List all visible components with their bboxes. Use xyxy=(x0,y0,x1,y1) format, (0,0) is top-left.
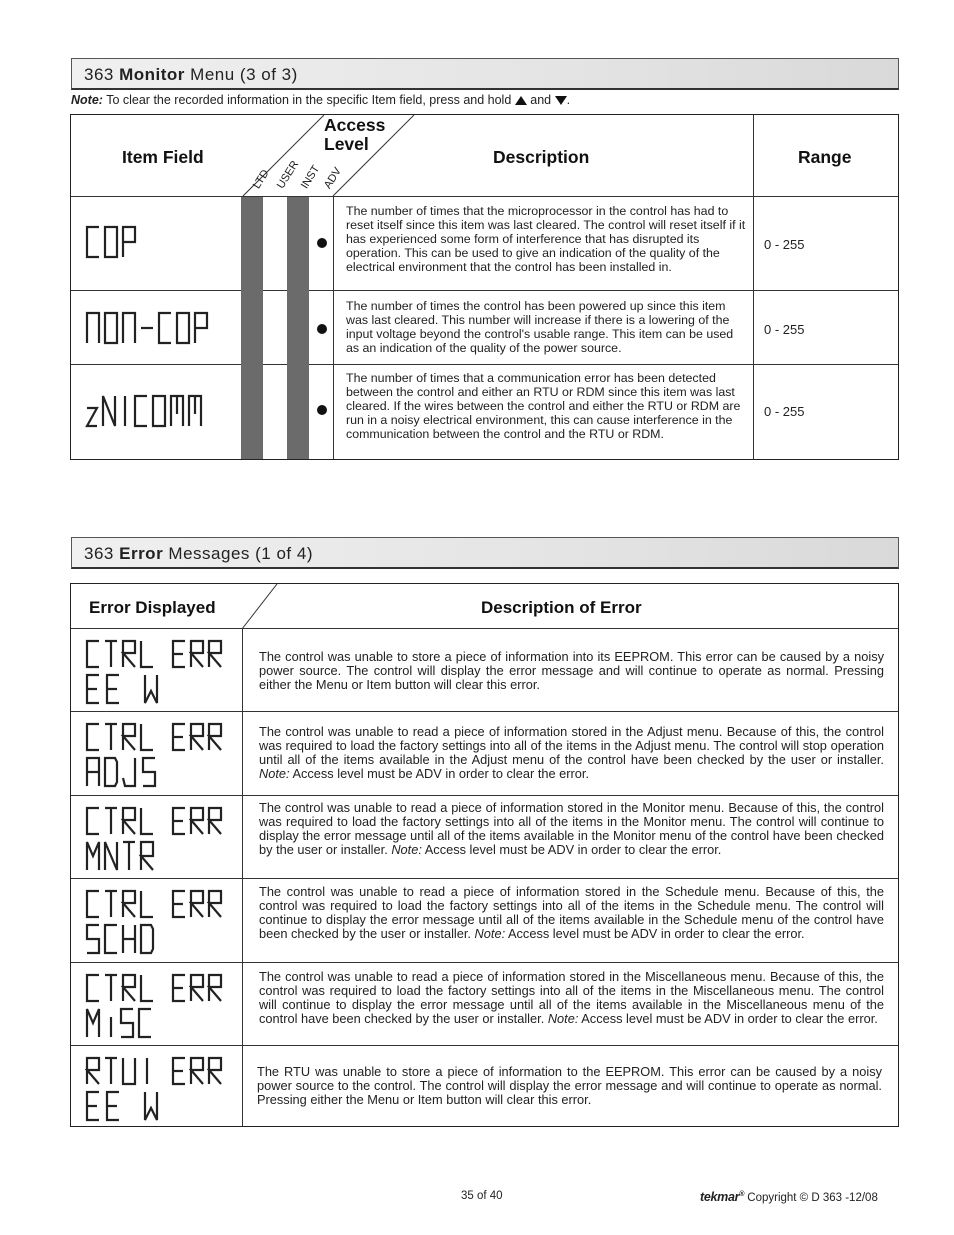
monitor-table xyxy=(70,114,899,460)
lcd-display-zn1-comm xyxy=(85,394,245,430)
header-diagonal xyxy=(241,584,281,630)
note-line xyxy=(71,93,570,107)
error-description xyxy=(259,725,884,781)
lcd-display-non-cop xyxy=(85,311,235,347)
row-range: 0 - 255 xyxy=(764,237,805,252)
error-text: The RTU was unable to store a piece of information to the EEPROM. This error can be caused by a noisy power source to the control. The control will display the error message and will continue to operate as normal. Pressing either the Menu or Item button will clear this error. xyxy=(257,1064,882,1107)
lcd-rtu1-err-ee-w xyxy=(85,1056,235,1124)
header-access: Access xyxy=(324,115,386,135)
error-description xyxy=(259,801,884,857)
header-error-displayed: Error Displayed xyxy=(89,598,216,617)
monitor-section-header xyxy=(71,58,899,90)
page-number: 35 of 40 xyxy=(461,1190,503,1202)
lcd-ctrl-err-schd xyxy=(85,889,235,957)
note-label: Note: xyxy=(71,93,103,107)
error-text: The control was unable to read a piece of information stored in the Miscellaneous menu. Because of this, the control was required to load the factory settings into all of the items in the Miscellaneous menu. The control will continue to display the error message until all of the items available in the Miscellaneous menu of the control have been checked by the user or installer. xyxy=(259,969,884,1026)
level-user: USER xyxy=(274,158,302,191)
error-note-label: Note: xyxy=(259,766,290,781)
error-text: The control was unable to store a piece of information into its EEPROM. This error can be caused by a noisy power source. The control will display the error message and will continue to operate as normal. Pressing either the Menu or Item button will clear this error. xyxy=(259,649,884,692)
down-arrow-icon xyxy=(555,96,567,105)
error-note-label: Note: xyxy=(547,1011,579,1026)
lcd-display-cop xyxy=(85,225,235,261)
inst-access-bar xyxy=(287,197,309,459)
level-adv: ADV xyxy=(321,165,344,191)
footer-copyright xyxy=(700,1190,878,1204)
header-description-of-error: Description of Error xyxy=(481,598,642,617)
error-text: The control was unable to read a piece of information stored in the Schedule menu. Because of this, the control was required to load the factory settings into all of the items in the Schedule menu. The control will continue to display the error message until all of the items available in the Schedule menu of the control have been checked by the user or installer. xyxy=(259,884,884,941)
header-description: Description xyxy=(493,147,590,167)
section-number: 363 xyxy=(84,65,114,84)
lcd-ctrl-err-ee-w xyxy=(85,639,235,707)
row-range: 0 - 255 xyxy=(764,322,805,337)
section-title-bold: Error xyxy=(119,544,164,563)
error-text: The control was unable to read a piece of information stored in the Monitor menu. Because of this, the control was required to load the factory settings into all of the items in the Monitor menu. The control will continue to display the error message until all of the items available in the Monitor menu of the control have been checked by the user or installer. xyxy=(259,800,884,857)
adv-dot xyxy=(317,405,327,415)
section-title: Menu (3 of 3) xyxy=(190,65,298,84)
error-table xyxy=(70,583,899,1127)
adv-dot xyxy=(317,324,327,334)
note-text: To clear the recorded information in the specific Item field, press and hold xyxy=(106,93,512,107)
lcd-ctrl-err-misc xyxy=(85,973,235,1041)
error-section-header xyxy=(71,537,899,569)
adv-dot xyxy=(317,238,327,248)
header-level: Level xyxy=(324,134,369,154)
error-note-label: Note: xyxy=(391,842,422,857)
error-note-text: Access level must be ADV in order to clear the error. xyxy=(289,766,590,781)
row-description: The number of times the control has been powered up since this item was last cleared. This number will increase if there is a lowering of the input voltage beyond the control's usable range. This item can be used as an indication of the quality of the power source. xyxy=(346,299,734,355)
brand-name: tekmar xyxy=(700,1190,740,1204)
tekmar-logo: tekmar® xyxy=(700,1190,745,1204)
header-range: Range xyxy=(798,147,852,167)
section-number: 363 xyxy=(84,544,114,563)
error-note-label: Note: xyxy=(474,926,506,941)
lcd-ctrl-err-mntr xyxy=(85,806,235,874)
level-inst: INST xyxy=(298,163,323,191)
row-description: The number of times that the microprocessor in the control has had to reset itself since this item was last cleared. The control will reset itself if it has experienced some form of interference that has disrupted its operation. This can be used to give an indication of the quality of the electrical environment that the control has been installed in. xyxy=(346,204,746,274)
section-title: Messages (1 of 4) xyxy=(168,544,313,563)
error-note-text: Access level must be ADV in order to clear the error. xyxy=(505,926,805,941)
level-ltd: LTD xyxy=(250,167,272,191)
up-arrow-icon xyxy=(515,96,527,105)
error-text: The control was unable to read a piece of information stored in the Adjust menu. Because of this, the control was required to load the factory settings into all of the items in the Adjust menu. The control will stop operation until all of the items available in the Adjust menu of the control have been checked by the user or installer. xyxy=(259,724,884,767)
error-description xyxy=(259,970,884,1026)
error-description xyxy=(259,650,884,692)
header-item-field: Item Field xyxy=(122,147,204,167)
row-range: 0 - 255 xyxy=(764,404,805,419)
note-and: and xyxy=(530,93,552,107)
error-note-text: Access level must be ADV in order to clear the error. xyxy=(578,1011,878,1026)
copyright-text: Copyright © D 363 -12/08 xyxy=(747,1192,878,1204)
error-note-text: Access level must be ADV in order to clear the error. xyxy=(421,842,722,857)
row-description: The number of times that a communication error has been detected between the control and either an RTU or RDM since this item was last cleared. If the wires between the control and either the RTU or RDM are run in a noisy electrical environment, this can cause interference in the communication between the control and the RTU or RDM. xyxy=(346,371,741,441)
error-description xyxy=(259,885,884,941)
lcd-ctrl-err-adjs xyxy=(85,722,235,790)
note-end: . xyxy=(566,93,571,107)
section-title-bold: Monitor xyxy=(119,65,185,84)
error-description xyxy=(257,1065,882,1107)
